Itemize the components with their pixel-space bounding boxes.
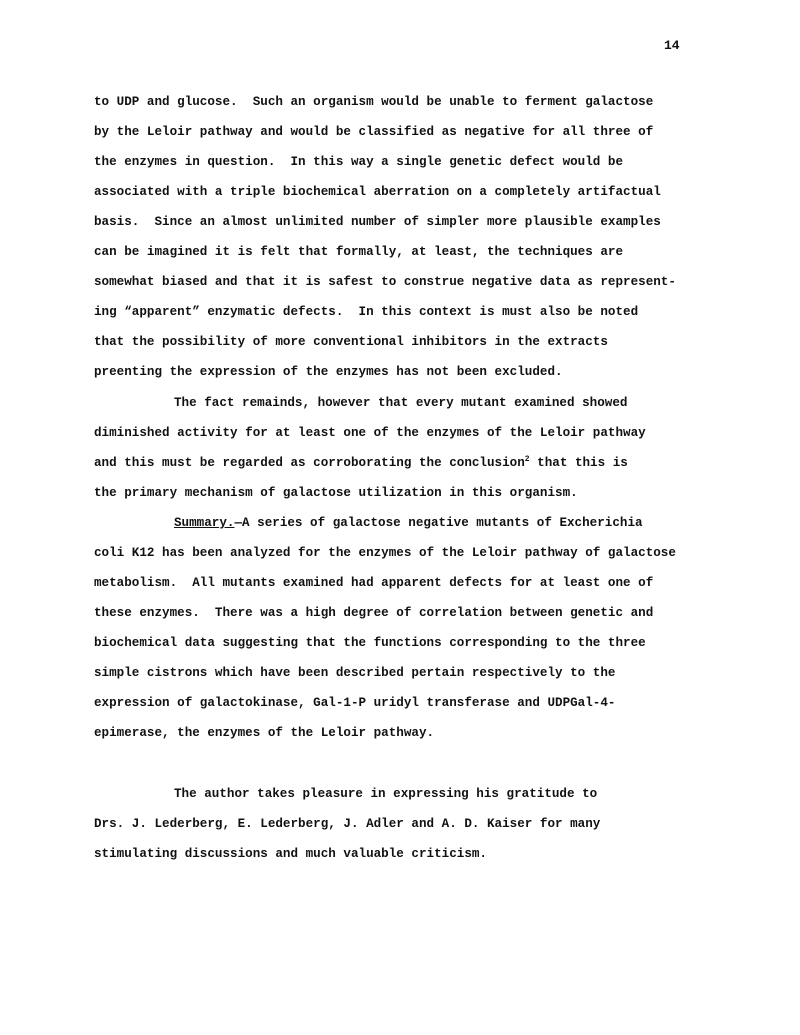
- paragraph-2-line: The fact remainds, however that every mutant examined showed: [174, 396, 628, 410]
- summary-line: expression of galactokinase, Gal-1-P uridyl transferase and UDPGal-4-: [94, 696, 616, 710]
- summary-line: simple cistrons which have been described pertain respectively to the: [94, 666, 616, 680]
- paragraph-2-line-with-citation: [94, 455, 628, 471]
- summary-line: epimerase, the enzymes of the Leloir pathway.: [94, 726, 435, 740]
- paragraph-1-line: basis. Since an almost unlimited number of simpler more plausible examples: [94, 215, 661, 229]
- paragraph-2-line: diminished activity for at least one of the enzymes of the Leloir pathway: [94, 426, 646, 440]
- paragraph-1-line: preenting the expression of the enzymes has not been excluded.: [94, 365, 563, 379]
- acknowledgment-line: The author takes pleasure in expressing his gratitude to: [174, 787, 598, 801]
- paragraph-1-line: that the possibility of more conventional inhibitors in the extracts: [94, 335, 608, 349]
- acknowledgment-line: stimulating discussions and much valuable criticism.: [94, 847, 487, 861]
- paragraph-2-line-text: and this must be regarded as corroborating the conclusion: [94, 456, 525, 470]
- paragraph-1-line: by the Leloir pathway and would be classified as negative for all three of: [94, 125, 654, 139]
- paragraph-1-line: associated with a triple biochemical aberration on a completely artifactual: [94, 185, 661, 199]
- paragraph-1-line: the enzymes in question. In this way a single genetic defect would be: [94, 155, 624, 169]
- paragraph-1-line: to UDP and glucose. Such an organism would be unable to ferment galactose: [94, 95, 654, 109]
- acknowledgment-line: Drs. J. Lederberg, E. Lederberg, J. Adler and A. D. Kaiser for many: [94, 817, 601, 831]
- summary-text: —A series of galactose negative mutants of Excherichia: [234, 516, 643, 530]
- summary-first-line: [174, 515, 643, 531]
- page-number: 14: [664, 38, 680, 53]
- paragraph-2-line-text: that this is: [529, 456, 628, 470]
- paragraph-1-line: somewhat biased and that it is safest to construe negative data as represent-: [94, 275, 676, 289]
- paragraph-2-line: the primary mechanism of galactose utilization in this organism.: [94, 486, 578, 500]
- summary-line: these enzymes. There was a high degree of correlation between genetic and: [94, 606, 654, 620]
- paragraph-1-line: ing “apparent” enzymatic defects. In this context is must also be noted: [94, 305, 639, 319]
- citation-superscript: 2: [524, 454, 530, 464]
- summary-line: biochemical data suggesting that the functions corresponding to the three: [94, 636, 646, 650]
- summary-line: coli K12 has been analyzed for the enzymes of the Leloir pathway of galactose: [94, 546, 676, 560]
- summary-line: metabolism. All mutants examined had apparent defects for at least one of: [94, 576, 654, 590]
- summary-heading: Summary.: [174, 516, 235, 530]
- paragraph-1-line: can be imagined it is felt that formally, at least, the techniques are: [94, 245, 624, 259]
